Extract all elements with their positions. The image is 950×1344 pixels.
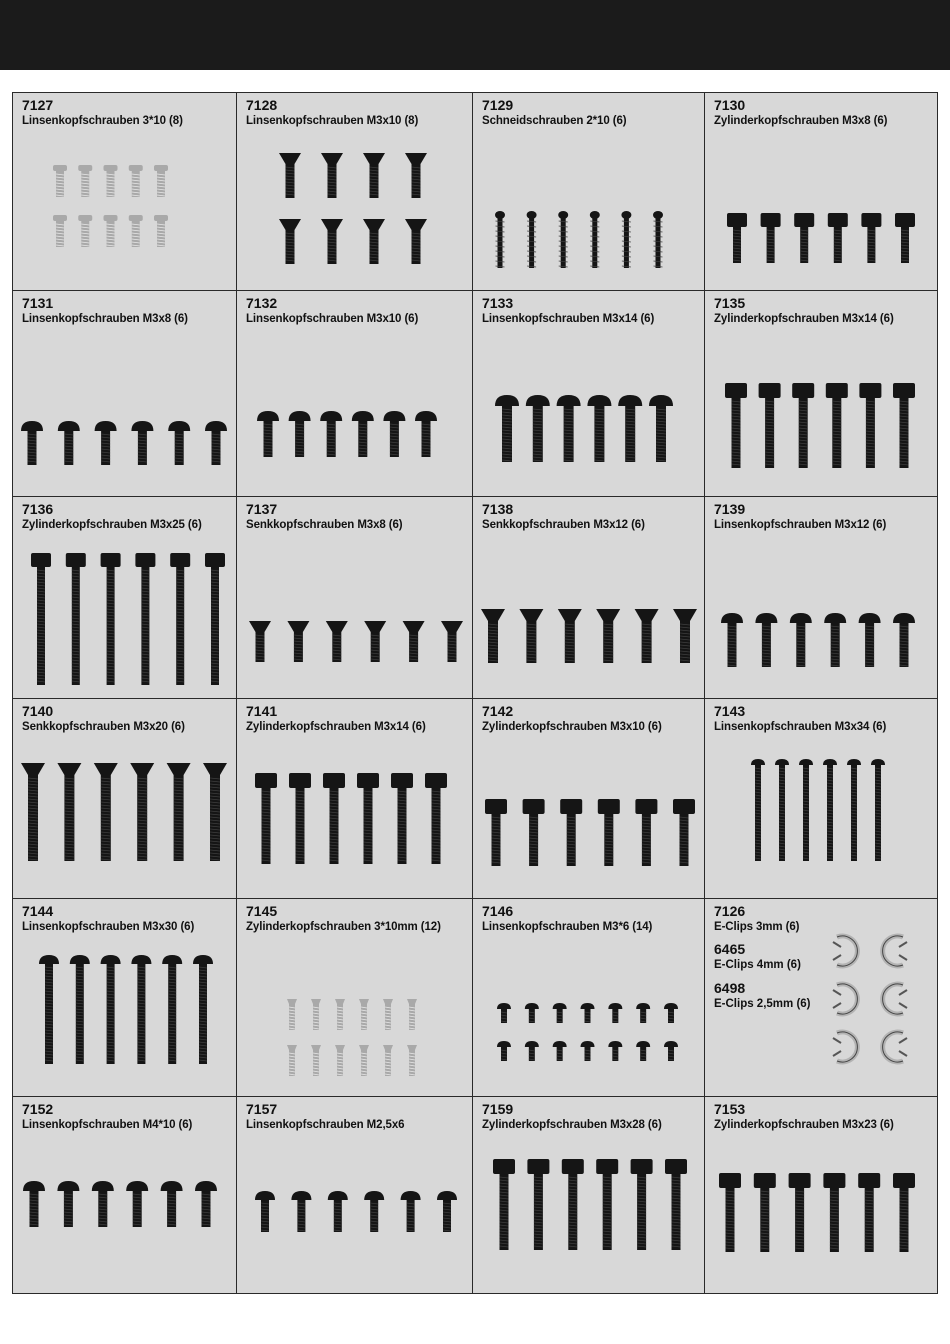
screw-icon [320, 411, 342, 457]
screw-icon [289, 411, 311, 457]
screw-icon [92, 1181, 114, 1227]
screw-icon [596, 1159, 618, 1250]
part-description: Linsenkopfschrauben M3x14 (6) [482, 313, 655, 325]
parts-illustration [705, 497, 937, 699]
part-number: 6465 [714, 941, 746, 957]
screw-icon [323, 773, 345, 864]
screw-icon [425, 773, 447, 864]
screw-icon [101, 955, 121, 1064]
screw-icon [287, 1045, 297, 1076]
part-description: Linsenkopfschrauben M3x34 (6) [714, 721, 887, 733]
part-cell [13, 899, 237, 1097]
screw-icon [493, 1159, 515, 1250]
screw-icon [635, 799, 657, 866]
parts-illustration [237, 699, 473, 899]
screw-icon [135, 553, 155, 685]
screw-icon [359, 999, 369, 1030]
screw-icon [95, 421, 117, 465]
part-description: Linsenkopfschrauben M3*6 (14) [482, 921, 653, 933]
screw-icon [581, 1041, 595, 1061]
screw-icon [636, 1003, 650, 1023]
screw-icon [828, 213, 848, 263]
screw-icon [279, 219, 301, 264]
parts-illustration [13, 93, 237, 291]
screw-icon [205, 421, 227, 465]
screw-icon [895, 213, 915, 263]
part-number: 7133 [482, 295, 514, 311]
part-description: Linsenkopfschrauben M3x12 (6) [714, 519, 887, 531]
part-cell [13, 699, 237, 899]
screw-icon [53, 215, 67, 247]
screw-icon [790, 613, 812, 667]
screw-icon [383, 411, 405, 457]
screw-icon [31, 553, 51, 685]
screw-icon [352, 411, 374, 457]
screw-icon [871, 759, 885, 861]
screw-icon [21, 421, 43, 465]
screw-icon [363, 153, 385, 198]
parts-illustration [705, 291, 937, 497]
parts-illustration [473, 93, 705, 291]
part-description: Senkkopfschrauben M3x20 (6) [22, 721, 185, 733]
screw-icon [799, 759, 813, 861]
screw-icon [193, 955, 213, 1064]
part-number: 7152 [22, 1101, 54, 1117]
screw-icon [608, 1041, 622, 1061]
screw-icon [249, 621, 271, 662]
screw-icon [391, 773, 413, 864]
part-description: Senkkopfschrauben M3x12 (6) [482, 519, 645, 531]
screw-icon [279, 153, 301, 198]
part-cell [705, 291, 937, 497]
screw-icon [154, 215, 168, 247]
screw-icon [826, 383, 848, 468]
screw-icon [131, 421, 153, 465]
part-cell [13, 93, 237, 291]
screw-icon [858, 1173, 880, 1252]
e-clip-icon [833, 936, 857, 966]
screw-icon [104, 165, 118, 197]
screw-icon [759, 383, 781, 468]
parts-illustration [13, 291, 237, 497]
parts-illustration [705, 1097, 937, 1293]
screw-icon [527, 211, 537, 268]
screw-icon [497, 1003, 511, 1023]
screw-icon [39, 955, 59, 1064]
part-cell [473, 699, 705, 899]
screw-icon [131, 955, 151, 1064]
screw-icon [383, 999, 393, 1030]
part-cell [13, 291, 237, 497]
part-number: 7159 [482, 1101, 514, 1117]
part-number: 7143 [714, 703, 746, 719]
screw-icon [562, 1159, 584, 1250]
screw-icon [162, 955, 182, 1064]
screw-icon [168, 421, 190, 465]
screw-icon [664, 1041, 678, 1061]
screw-icon [859, 383, 881, 468]
screw-icon [287, 621, 309, 662]
part-number: 6498 [714, 980, 746, 996]
parts-illustration [237, 93, 473, 291]
part-number: 7139 [714, 501, 746, 517]
screw-icon [161, 1181, 183, 1227]
part-number: 7131 [22, 295, 54, 311]
part-cell [705, 699, 937, 899]
screw-icon [721, 613, 743, 667]
part-description: Zylinderkopfschrauben M3x25 (6) [22, 519, 202, 531]
screw-icon [104, 215, 118, 247]
screw-icon [321, 153, 343, 198]
part-number: 7136 [22, 501, 54, 517]
screw-icon [673, 609, 697, 663]
screw-icon [727, 213, 747, 263]
screw-icon [861, 213, 881, 263]
screw-icon [859, 613, 881, 667]
screw-icon [525, 1041, 539, 1061]
e-clip-icon [883, 936, 907, 966]
part-description: Linsenkopfschrauben M3x10 (6) [246, 313, 419, 325]
screw-icon [101, 553, 121, 685]
part-number: 7142 [482, 703, 514, 719]
screw-icon [129, 215, 143, 247]
screw-icon [751, 759, 765, 861]
screw-icon [665, 1159, 687, 1250]
screw-icon [794, 213, 814, 263]
part-cell [237, 899, 473, 1097]
part-cell [237, 497, 473, 699]
part-number: 7126 [714, 903, 746, 919]
part-description: Zylinderkopfschrauben M3x14 (6) [714, 313, 894, 325]
screw-icon [328, 1191, 348, 1232]
e-clip-icon [833, 984, 857, 1014]
parts-illustration [13, 497, 237, 699]
screw-icon [636, 1041, 650, 1061]
parts-illustration [13, 1097, 237, 1293]
screw-icon [485, 799, 507, 866]
screw-icon [78, 165, 92, 197]
parts-illustration [473, 291, 705, 497]
screw-icon [401, 1191, 421, 1232]
screw-icon [405, 219, 427, 264]
screw-icon [154, 165, 168, 197]
screw-icon [596, 609, 620, 663]
part-cell [705, 93, 937, 291]
part-cell [473, 93, 705, 291]
part-cell [13, 497, 237, 699]
screw-icon [57, 763, 81, 861]
screw-icon [553, 1003, 567, 1023]
screw-icon [291, 1191, 311, 1232]
screw-icon [653, 211, 663, 268]
screw-icon [407, 1045, 417, 1076]
e-clip-icon [833, 1032, 857, 1062]
part-description: Linsenkopfschrauben M3x30 (6) [22, 921, 195, 933]
part-cell [13, 1097, 237, 1293]
screw-icon [823, 1173, 845, 1252]
screw-icon [497, 1041, 511, 1061]
screw-icon [21, 763, 45, 861]
screw-icon [587, 395, 611, 462]
screw-icon [495, 395, 519, 462]
part-description: Zylinderkopfschrauben M3x10 (6) [482, 721, 662, 733]
screw-icon [70, 955, 90, 1064]
part-number: 7140 [22, 703, 54, 719]
part-cell [705, 1097, 937, 1293]
screw-icon [195, 1181, 217, 1227]
part-description: Zylinderkopfschrauben M3x23 (6) [714, 1119, 894, 1131]
screw-icon [823, 759, 837, 861]
part-cell [473, 899, 705, 1097]
screw-icon [755, 613, 777, 667]
screw-icon [523, 799, 545, 866]
parts-illustration [705, 93, 937, 291]
screw-icon [335, 999, 345, 1030]
screw-icon [553, 1041, 567, 1061]
screw-icon [126, 1181, 148, 1227]
screw-icon [608, 1003, 622, 1023]
part-cell [473, 1097, 705, 1293]
header-bar [0, 0, 950, 70]
screw-icon [525, 1003, 539, 1023]
part-number: 7146 [482, 903, 514, 919]
part-description: Linsenkopfschrauben M3x10 (8) [246, 115, 419, 127]
part-number: 7130 [714, 97, 746, 113]
parts-illustration [13, 899, 237, 1097]
part-cell [237, 291, 473, 497]
screw-icon [847, 759, 861, 861]
part-number: 7132 [246, 295, 278, 311]
screw-icon [775, 759, 789, 861]
screw-icon [311, 999, 321, 1030]
part-number: 7144 [22, 903, 54, 919]
screw-icon [789, 1173, 811, 1252]
screw-icon [357, 773, 379, 864]
screw-icon [557, 395, 581, 462]
part-number: 7145 [246, 903, 278, 919]
screw-icon [719, 1173, 741, 1252]
part-cell [705, 899, 937, 1097]
part-description: Linsenkopfschrauben M4*10 (6) [22, 1119, 193, 1131]
screw-icon [255, 773, 277, 864]
screw-icon [495, 211, 505, 268]
screw-icon [167, 763, 191, 861]
screw-icon [130, 763, 154, 861]
screw-icon [58, 421, 80, 465]
screw-icon [725, 383, 747, 468]
screw-icon [335, 1045, 345, 1076]
part-description: E-Clips 4mm (6) [714, 959, 801, 971]
screw-icon [481, 609, 505, 663]
screw-icon [558, 211, 568, 268]
part-description: Schneidschrauben 2*10 (6) [482, 115, 627, 127]
parts-illustration [473, 1097, 705, 1293]
screw-icon [321, 219, 343, 264]
screw-icon [761, 213, 781, 263]
part-number: 7157 [246, 1101, 278, 1117]
screw-icon [526, 395, 550, 462]
screw-icon [257, 411, 279, 457]
parts-illustration [237, 1097, 473, 1293]
screw-icon [364, 621, 386, 662]
screw-icon [57, 1181, 79, 1227]
parts-illustration [705, 899, 937, 1097]
screw-icon [893, 383, 915, 468]
e-clip-icon [883, 1032, 907, 1062]
screw-icon [287, 999, 297, 1030]
screw-icon [311, 1045, 321, 1076]
screw-icon [364, 1191, 384, 1232]
screw-icon [441, 621, 463, 662]
part-cell [237, 1097, 473, 1293]
screw-icon [437, 1191, 457, 1232]
part-number: 7137 [246, 501, 278, 517]
parts-illustration [237, 497, 473, 699]
part-description: Linsenkopfschrauben M2,5x6 [246, 1119, 405, 1131]
screw-icon [403, 621, 425, 662]
part-description: Linsenkopfschrauben 3*10 (8) [22, 115, 183, 127]
screw-icon [581, 1003, 595, 1023]
screw-icon [407, 999, 417, 1030]
part-number: 7141 [246, 703, 278, 719]
part-cell [237, 699, 473, 899]
part-number: 7153 [714, 1101, 746, 1117]
part-number: 7129 [482, 97, 514, 113]
screw-icon [558, 609, 582, 663]
screw-icon [824, 613, 846, 667]
part-description: Linsenkopfschrauben M3x8 (6) [22, 313, 188, 325]
screw-icon [618, 395, 642, 462]
screw-icon [405, 153, 427, 198]
parts-illustration [473, 899, 705, 1097]
screw-icon [590, 211, 600, 268]
screw-icon [893, 613, 915, 667]
screw-icon [635, 609, 659, 663]
part-description: Zylinderkopfschrauben M3x8 (6) [714, 115, 888, 127]
screw-icon [94, 763, 118, 861]
part-number: 7138 [482, 501, 514, 517]
part-description: E-Clips 2,5mm (6) [714, 998, 811, 1010]
screw-icon [519, 609, 543, 663]
screw-icon [289, 773, 311, 864]
screw-icon [527, 1159, 549, 1250]
part-number: 7128 [246, 97, 278, 113]
screw-icon [415, 411, 437, 457]
part-description: Zylinderkopfschrauben M3x28 (6) [482, 1119, 662, 1131]
part-cell [237, 93, 473, 291]
part-cell [473, 497, 705, 699]
part-description: E-Clips 3mm (6) [714, 921, 800, 933]
screw-icon [66, 553, 86, 685]
screw-icon [203, 763, 227, 861]
parts-illustration [237, 899, 473, 1097]
parts-illustration [473, 497, 705, 699]
e-clip-icon [883, 984, 907, 1014]
screw-icon [598, 799, 620, 866]
screw-icon [383, 1045, 393, 1076]
screw-icon [359, 1045, 369, 1076]
screw-icon [326, 621, 348, 662]
parts-illustration [473, 699, 705, 899]
screw-icon [754, 1173, 776, 1252]
parts-illustration [237, 291, 473, 497]
screw-icon [23, 1181, 45, 1227]
part-number: 7127 [22, 97, 54, 113]
screw-icon [78, 215, 92, 247]
part-cell [473, 291, 705, 497]
part-description: Senkkopfschrauben M3x8 (6) [246, 519, 403, 531]
screw-icon [631, 1159, 653, 1250]
screw-icon [255, 1191, 275, 1232]
screw-icon [170, 553, 190, 685]
parts-illustration [13, 699, 237, 899]
screw-icon [621, 211, 631, 268]
screw-icon [363, 219, 385, 264]
parts-illustration [705, 699, 937, 899]
screw-icon [792, 383, 814, 468]
screw-icon [673, 799, 695, 866]
part-cell [705, 497, 937, 699]
part-description: Zylinderkopfschrauben M3x14 (6) [246, 721, 426, 733]
parts-grid [12, 92, 938, 1294]
screw-icon [129, 165, 143, 197]
part-description: Zylinderkopfschrauben 3*10mm (12) [246, 921, 441, 933]
screw-icon [53, 165, 67, 197]
screw-icon [649, 395, 673, 462]
screw-icon [893, 1173, 915, 1252]
screw-icon [664, 1003, 678, 1023]
screw-icon [560, 799, 582, 866]
part-number: 7135 [714, 295, 746, 311]
screw-icon [205, 553, 225, 685]
